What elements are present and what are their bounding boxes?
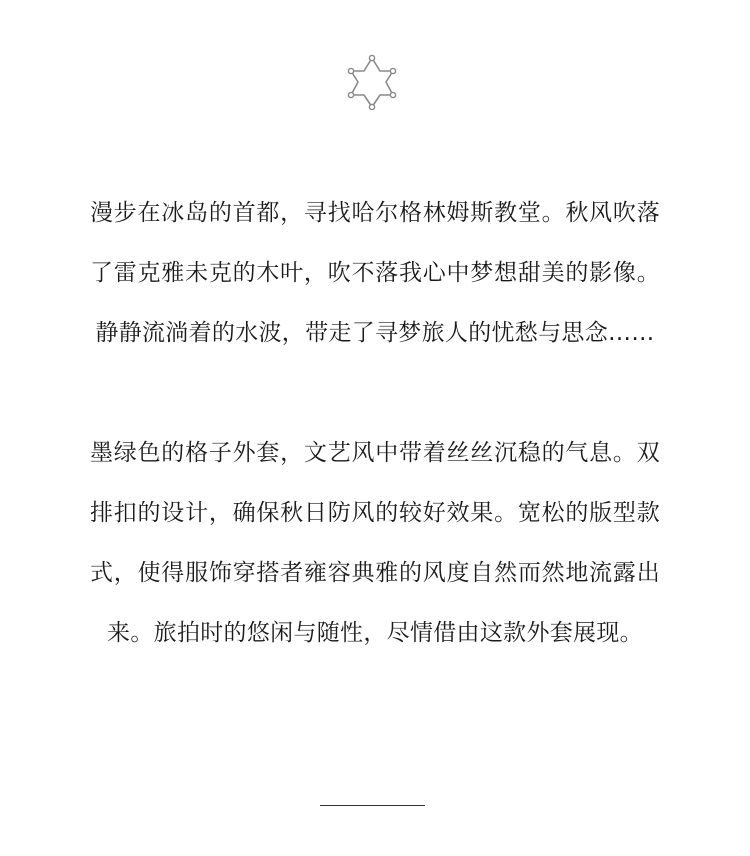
article-paragraph-1: 漫步在冰岛的首都，寻找哈尔格林姆斯教堂。秋风吹落了雷克雅未克的木叶，吹不落我心中梦想甜美的影像。静静流淌着的水波，带走了寻梦旅人的忧愁与思念…… xyxy=(90,200,660,346)
hexagram-star-icon xyxy=(345,54,399,110)
bottom-divider xyxy=(320,805,425,806)
article-paragraph-2: 墨绿色的格子外套，文艺风中带着丝丝沉稳的气息。双排扣的设计，确保秋日防风的较好效果。宽松的版型款式，使得服饰穿搭者雍容典雅的风度自然而然地流露出来。旅拍时的悠闲与随性，尽情借由这款外套展现。 xyxy=(90,440,660,646)
